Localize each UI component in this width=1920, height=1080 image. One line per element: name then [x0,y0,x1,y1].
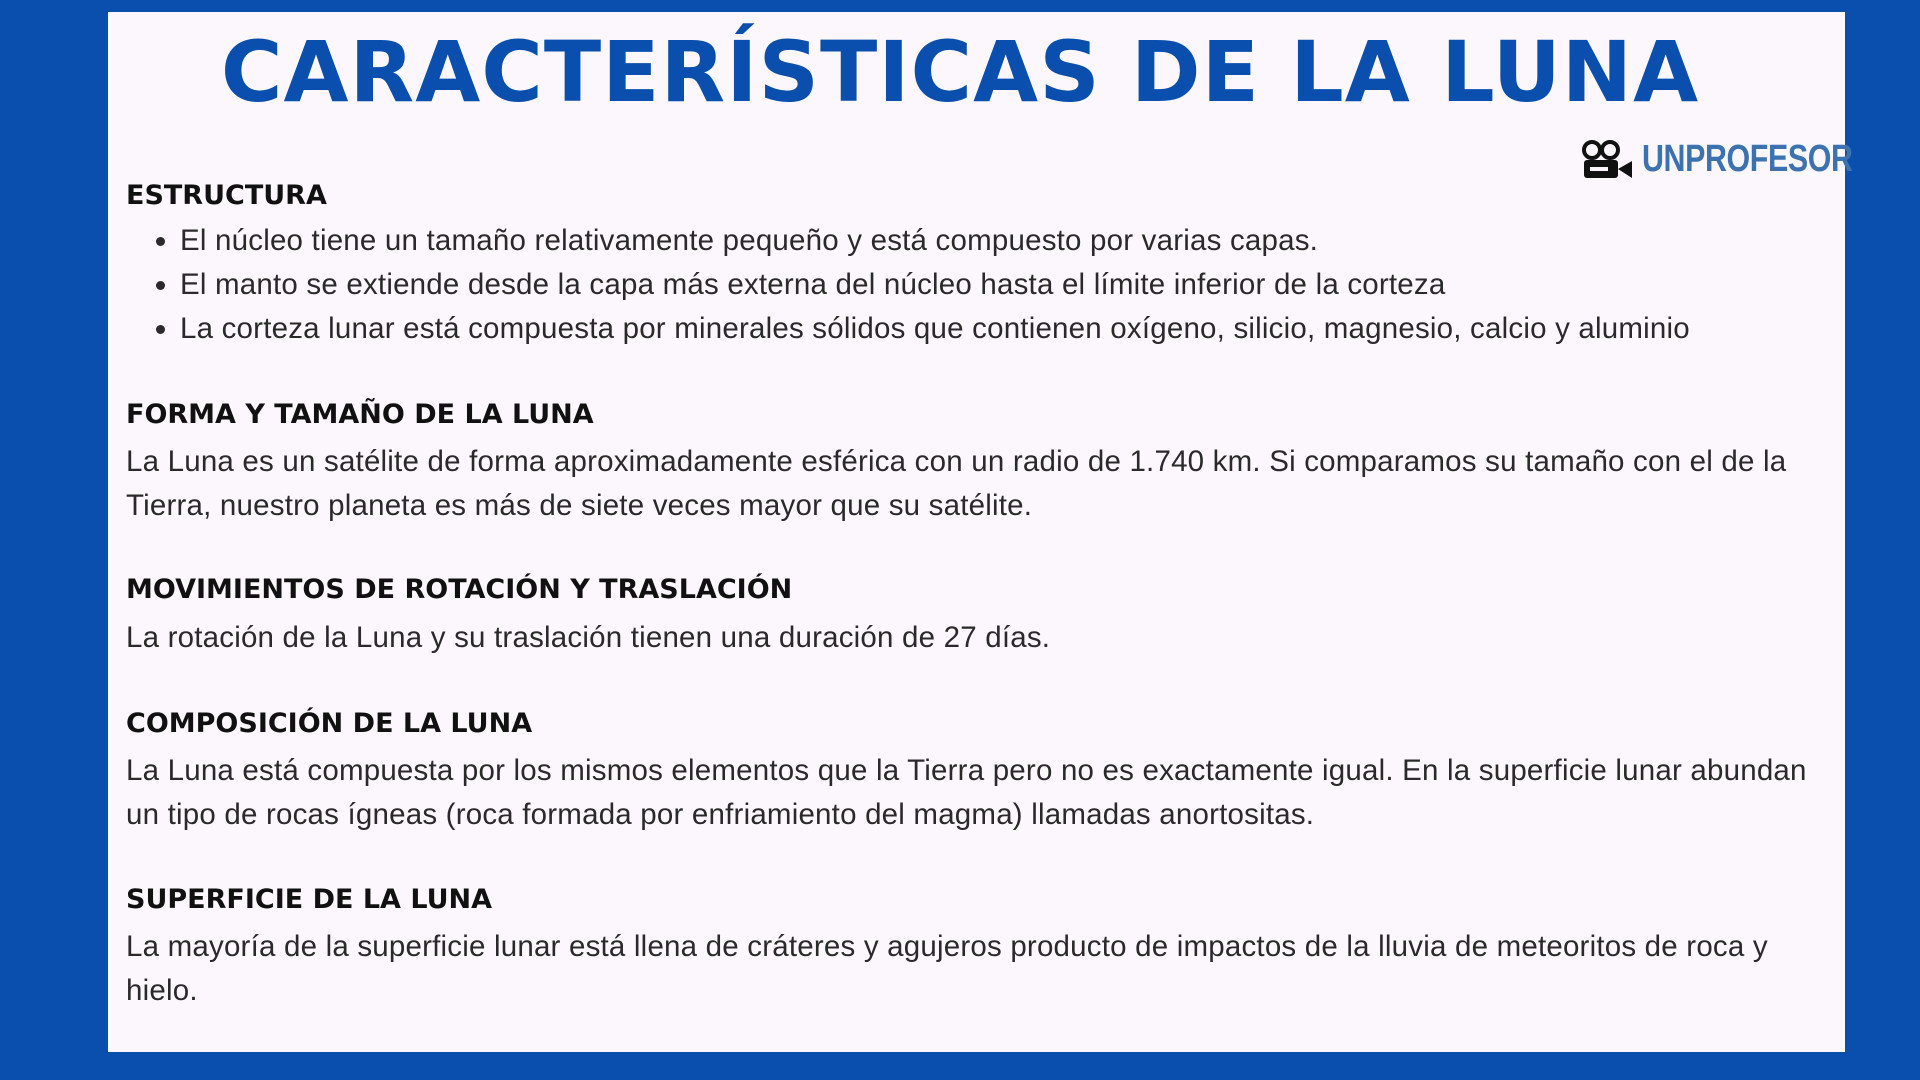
unprofesor-logo [1580,138,1905,181]
section-heading-movimientos: MOVIMIENTOS DE ROTACIÓN Y TRASLACIÓN [126,574,793,605]
page-title: CARACTERÍSTICAS DE LA LUNA [220,23,1700,121]
list-item: • El manto se extiende desde la capa más externa del núcleo hasta el límite inferior de la corteza [180,263,1880,307]
list-item: • El núcleo tiene un tamaño relativamente pequeño y está compuesto por varias capas. [180,219,1880,263]
section-text-movimientos: La rotación de la Luna y su traslación tienen una duración de 27 días. [126,621,1051,654]
logo-text: UNPROFESOR [1642,138,1853,180]
section-heading-composicion: COMPOSICIÓN DE LA LUNA [126,708,533,739]
section-heading-superficie: SUPERFICIE DE LA LUNA [126,884,493,915]
section-text-composicion: La Luna está compuesta por los mismos elementos que la Tierra pero no es exactamente igual. En la superficie lunar abundan un tipo de rocas ígneas (roca formada por enfriamiento del magma) llamadas anortositas. [126,754,1807,831]
section-heading-forma: FORMA Y TAMAÑO DE LA LUNA [126,399,594,430]
list-item: • La corteza lunar está compuesta por minerales sólidos que contienen oxígeno, silicio, magnesio, calcio y aluminio [180,307,1880,351]
section-text-superficie: La mayoría de la superficie lunar está llena de cráteres y agujeros producto de impactos de la lluvia de meteoritos de roca y hielo. [126,930,1768,1007]
section-text-forma: La Luna es un satélite de forma aproximadamente esférica con un radio de 1.740 km. Si comparamos su tamaño con el de la Tierra, nuestro planeta es más de siete veces mayor que su satélite. [126,445,1787,522]
video-camera-icon [1580,140,1634,180]
estructura-list [126,219,1880,351]
section-heading-estructura: ESTRUCTURA [126,180,327,211]
